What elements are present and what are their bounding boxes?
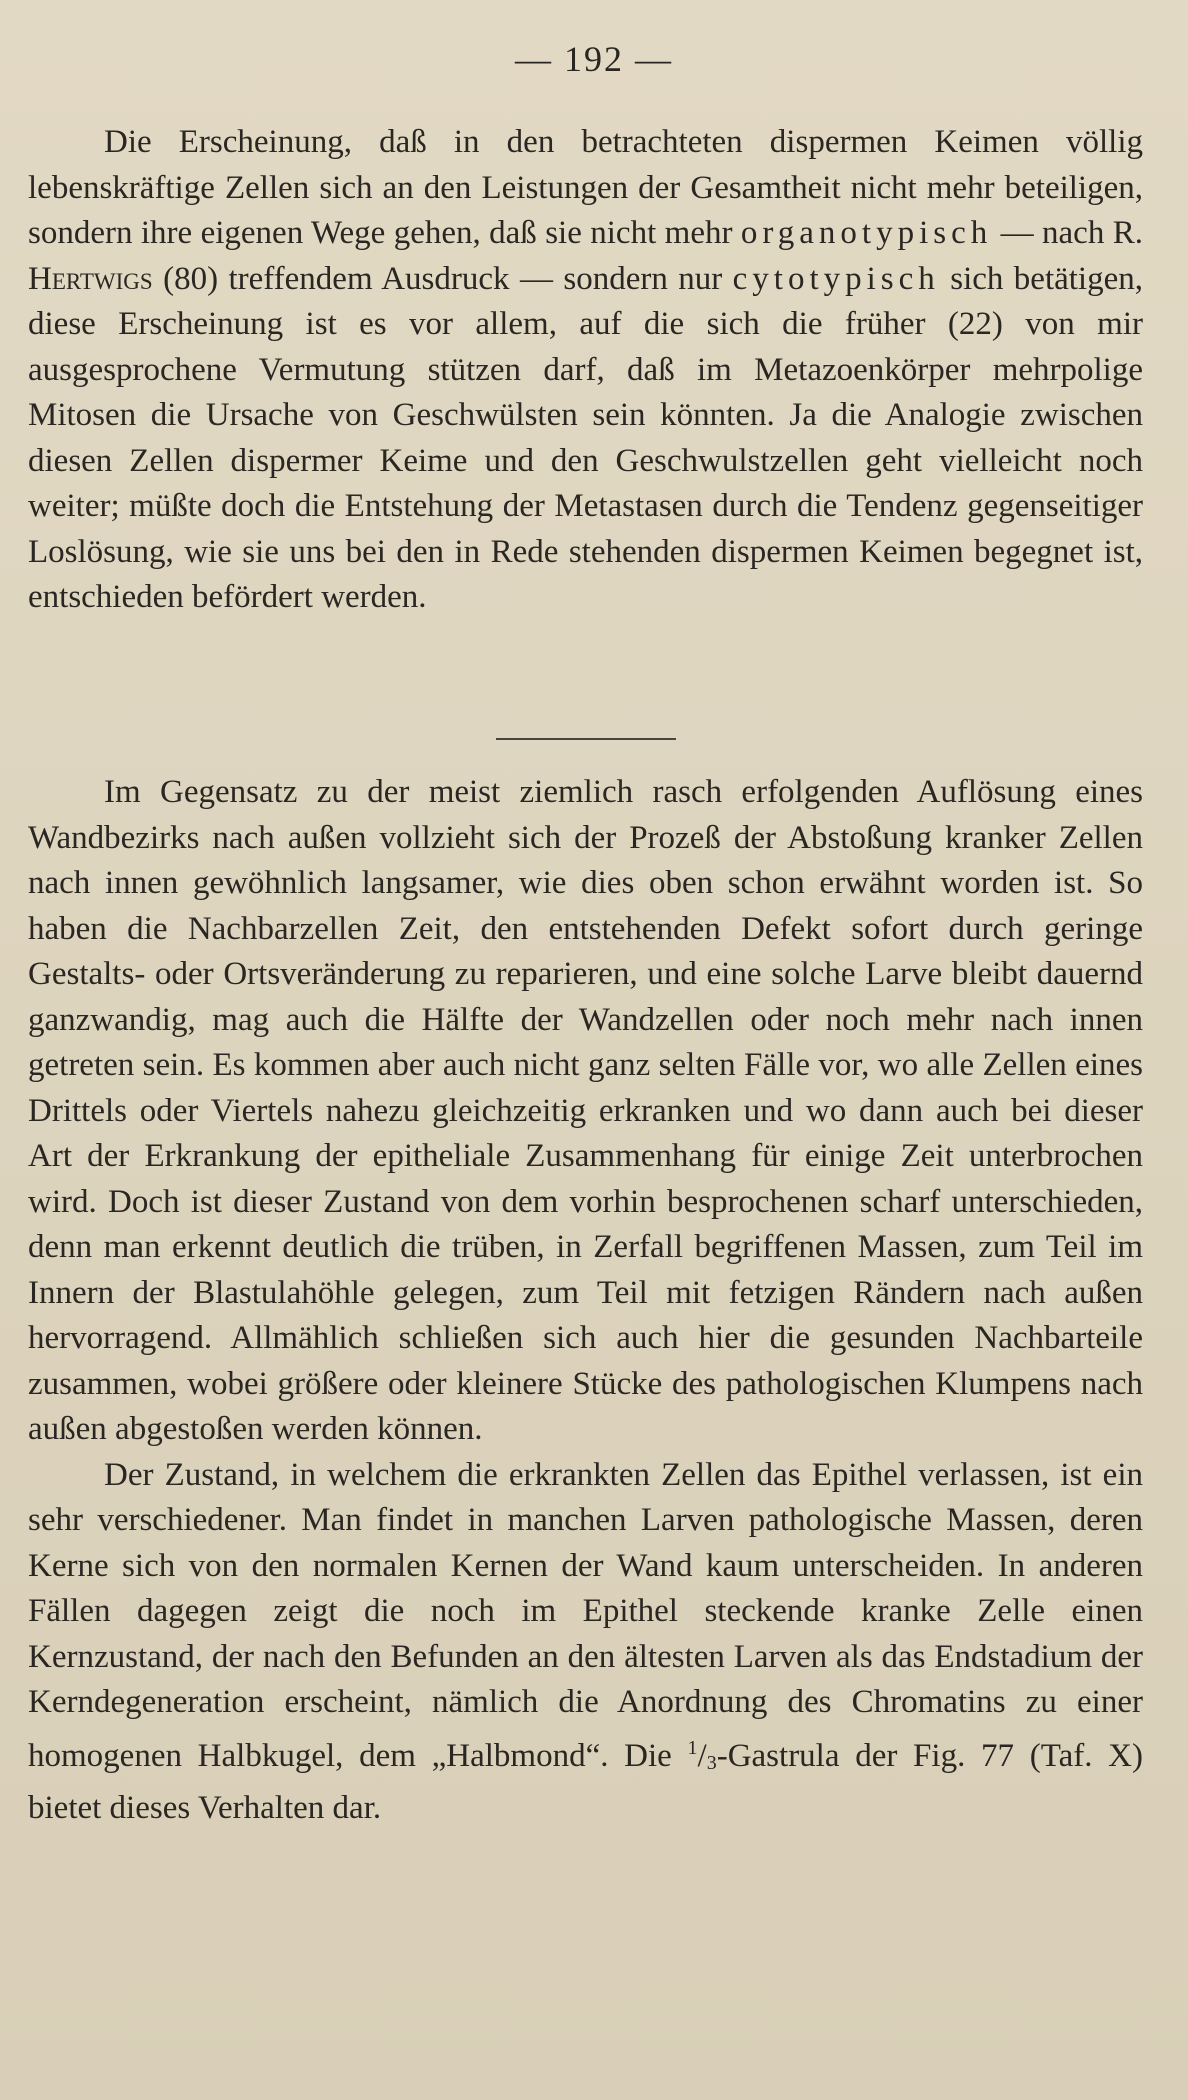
- section-divider: [496, 738, 676, 740]
- fraction-numerator: 1: [687, 1736, 698, 1759]
- author-name: Hertwigs: [28, 260, 153, 297]
- paragraph-1-text-b: — nach R.: [992, 215, 1143, 251]
- emphasis-organotypisch: organotypisch: [740, 215, 993, 251]
- fraction-denominator: 3: [706, 1751, 717, 1774]
- text-section-2: [28, 770, 1143, 1832]
- paragraph-3-text: Der Zustand, in welchem die erkrankten Zellen das Epithel verlassen, ist ein sehr verschiedener. Man findet in manchen Larven pathologische Massen, deren Kerne sich von den normalen Kernen der Wand kaum unterscheiden. In anderen Fällen dagegen zeigt die noch im Epithel steckende kranke Zelle einen Kernzustand, der nach den Befunden an den ältesten Larven als das Endstadium der Kerndegeneration erscheint, nämlich die Anordnung des Chromatins zu einer homogenen Halbkugel, dem „Halbmond“. Die: [28, 1456, 1143, 1774]
- paragraph-3-tail: -Gastrula der Fig. 77 (Taf. X) bietet dieses Verhalten dar.: [28, 1737, 1143, 1826]
- paragraph-2: Im Gegensatz zu der meist ziemlich rasch erfolgenden Auflösung eines Wandbezirks nach außen vollzieht sich der Prozeß der Abstoßung kranker Zellen nach innen gewöhnlich langsamer, wie dies oben schon erwähnt worden ist. So haben die Nachbarzellen Zeit, den entstehenden Defekt sofort durch geringe Gestalts- oder Ortsveränderung zu reparieren, und eine solche Larve bleibt dauernd ganzwandig, mag auch die Hälfte der Wandzellen oder noch mehr nach innen getreten sein. Es kommen aber auch nicht ganz selten Fälle vor, wo alle Zellen eines Drittels oder Viertels nahezu gleichzeitig erkranken und wo dann auch bei dieser Art der Erkrankung der epitheliale Zusammenhang für einige Zeit unterbrochen wird. Doch ist dieser Zustand von dem vorhin besprochenen scharf unterschieden, denn man erkennt deutlich die trüben, in Zerfall begriffenen Massen, zum Teil im Innern der Blastulahöhle gelegen, zum Teil mit fetzigen Rändern nach außen hervorragend. Allmählich schließen sich auch hier die gesunden Nachbarteile zusammen, wobei größere oder kleinere Stücke des pathologischen Klumpens nach außen abgestoßen werden können.: [28, 774, 1143, 1447]
- paragraph-3: Der Zustand, in welchem die erkrankten Zellen das Epithel verlassen, ist ein sehr verschiedener. Man findet in manchen Larven pathologische Massen, deren Kerne sich von den normalen Kernen der Wand kaum unterscheiden. In anderen Fällen dagegen zeigt die noch im Epithel steckende kranke Zelle einen Kernzustand, der nach den Befunden an den ältesten Larven als das Endstadium der Kerndegeneration erscheint, nämlich die Anordnung des Chromatins zu einer homogenen Halbkugel, dem „Halbmond“. Die $^1$/3-Gastrula der Fig. 77 (Taf. X) bietet dieses Verhalten dar.: [28, 1456, 1143, 1826]
- paragraph-1-text-c: (80) treffendem Ausdruck — sondern nur: [152, 260, 733, 297]
- paragraph-1-text-d: sich betätigen, diese Erscheinung ist es vor allem, auf die sich die früher (22) von mir ausgesprochene Vermutung stützen darf, daß im Metazoenkörper mehrpolige Mitosen die Ursache von Geschwülsten sein könnten. Ja die Analogie zwischen diesen Zellen dispermer Keime und den Geschwulstzellen geht vielleicht noch weiter; müßte doch die Entstehung der Metastasen durch die Tendenz gegenseitiger Loslösung, wie sie uns bei den in Rede stehenden dispermen Keimen begegnet ist, entschieden befördert werden.: [28, 260, 1143, 615]
- paragraph-1-text-a: Die Erscheinung, daß in den betrachteten dispermen Keimen völlig lebenskräftige Zellen sich an den Leistungen der Gesamtheit nicht mehr beteiligen, sondern ihre eigenen Wege gehen, daß sie nicht mehr: [28, 124, 1143, 251]
- emphasis-cytotypisch: cytotypisch: [732, 260, 940, 297]
- text-section-1: [28, 120, 1143, 621]
- page-number: — 192 —: [515, 39, 673, 79]
- paragraph-1: [28, 120, 1143, 621]
